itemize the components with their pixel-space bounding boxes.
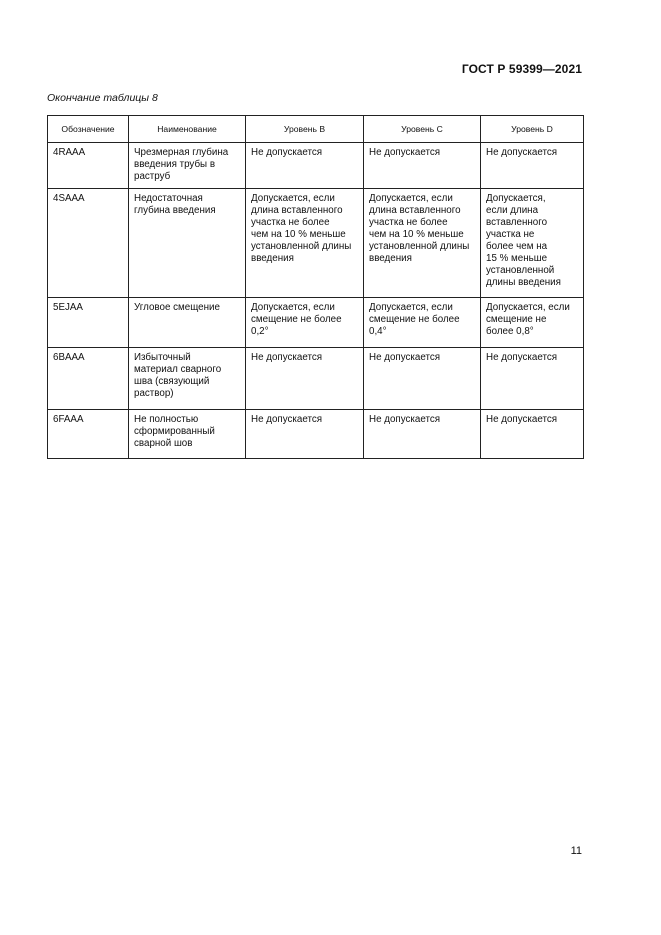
cell-level-c: Допускается, если смещение не более 0,4°	[364, 298, 481, 348]
page-number: 11	[570, 845, 582, 857]
cell-level-d: Допускается, если длина вставленного участка не более чем на 15 % меньше установленной длины введения	[481, 189, 584, 298]
cell-designation: 6BAAA	[48, 348, 129, 410]
cell-level-c: Не допускается	[364, 348, 481, 410]
cell-level-d: Не допускается	[481, 348, 584, 410]
cell-level-b: Не допускается	[246, 348, 364, 410]
cell-designation: 4RAAA	[48, 143, 129, 189]
table-row	[48, 410, 584, 459]
cell-name: Чрезмерная глубина введения трубы в раструб	[129, 143, 246, 189]
requirements-table	[47, 115, 584, 459]
table-header-row	[48, 116, 584, 143]
table-caption: Окончание таблицы 8	[47, 92, 158, 104]
cell-level-c: Допускается, если длина вставленного участка не более чем на 10 % меньше установленной длины введения	[364, 189, 481, 298]
table-row	[48, 189, 584, 298]
cell-level-b: Не допускается	[246, 410, 364, 459]
cell-level-b: Допускается, если длина вставленного участка не более чем на 10 % меньше установленной длины введения	[246, 189, 364, 298]
cell-level-d: Не допускается	[481, 143, 584, 189]
cell-name: Недостаточная глубина введения	[129, 189, 246, 298]
cell-level-d: Не допускается	[481, 410, 584, 459]
column-header-level-d: Уровень D	[481, 116, 584, 143]
column-header-designation: Обозначение	[48, 116, 129, 143]
cell-level-c: Не допускается	[364, 410, 481, 459]
column-header-name: Наименование	[129, 116, 246, 143]
cell-level-b: Допускается, если смещение не более 0,2°	[246, 298, 364, 348]
cell-name: Избыточный материал сварного шва (связующий раствор)	[129, 348, 246, 410]
cell-level-b: Не допускается	[246, 143, 364, 189]
column-header-level-b: Уровень B	[246, 116, 364, 143]
cell-designation: 4SAAA	[48, 189, 129, 298]
cell-level-d: Допускается, если смещение не более 0,8°	[481, 298, 584, 348]
cell-name: Угловое смещение	[129, 298, 246, 348]
column-header-level-c: Уровень C	[364, 116, 481, 143]
table-row	[48, 143, 584, 189]
document-standard-number: ГОСТ Р 59399—2021	[461, 62, 582, 76]
cell-designation: 5EJAA	[48, 298, 129, 348]
table-row	[48, 298, 584, 348]
cell-designation: 6FAAA	[48, 410, 129, 459]
cell-level-c: Не допускается	[364, 143, 481, 189]
cell-name: Не полностью сформированный сварной шов	[129, 410, 246, 459]
table-row	[48, 348, 584, 410]
